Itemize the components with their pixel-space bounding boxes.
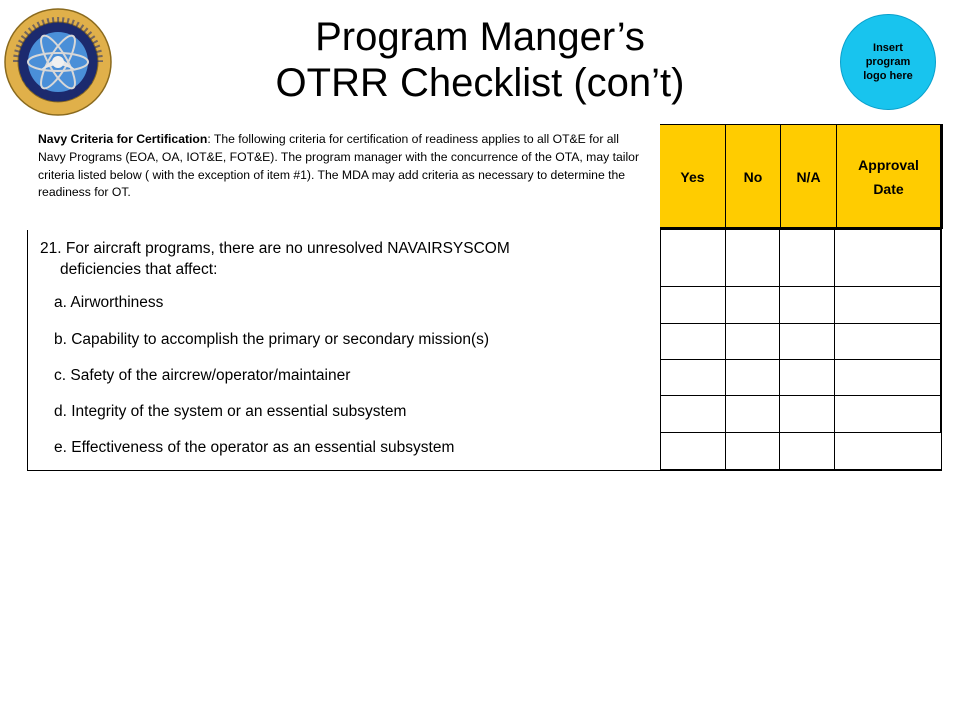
no-checkbox-a[interactable]: [726, 287, 780, 324]
checklist-column-headers: [660, 124, 943, 229]
criteria-item-c: c. Safety of the aircrew/operator/maintainer: [54, 367, 351, 384]
yes-checkbox-a[interactable]: [661, 287, 726, 324]
question-21: [40, 238, 510, 280]
na-checkbox-c[interactable]: [780, 360, 835, 396]
criteria-item-a: a. Airworthiness: [54, 294, 164, 311]
na-checkbox-b[interactable]: [780, 324, 835, 360]
na-checkbox-a[interactable]: [780, 287, 835, 324]
column-header-yes: Yes: [660, 125, 726, 230]
yes-checkbox-21[interactable]: [661, 230, 726, 287]
checklist-table: [27, 230, 942, 471]
no-checkbox-c[interactable]: [726, 360, 780, 396]
criteria-item-b: b. Capability to accomplish the primary or secondary mission(s): [54, 331, 490, 348]
criteria-label: Navy Criteria for Certification: [38, 132, 208, 146]
column-header-approval-date: [837, 125, 942, 230]
logo-placeholder-text: Insert program logo here: [863, 42, 913, 82]
no-checkbox-e[interactable]: [726, 433, 780, 470]
no-checkbox-21[interactable]: [726, 230, 780, 287]
no-checkbox-b[interactable]: [726, 324, 780, 360]
approval-date-field-b[interactable]: [835, 324, 941, 360]
column-header-na: N/A: [781, 125, 837, 230]
page-title: [180, 14, 780, 106]
approval-date-field-c[interactable]: [835, 360, 941, 396]
approval-date-field-a[interactable]: [835, 287, 941, 324]
criteria-text: : The following criteria for certification of readiness applies to all OT&E for all Navy Programs (EOA, OA, IOT&E, FOT&E). The program manager with the concurrence of the OTA, may tailor criteria listed below ( with the exception of item #1). The MDA may add criteria as necessary to determine the readiness for OT.: [38, 132, 640, 200]
column-header-no: No: [726, 125, 781, 230]
criteria-item-e: e. Effectiveness of the operator as an essential subsystem: [54, 439, 455, 456]
no-checkbox-d[interactable]: [726, 396, 780, 433]
na-checkbox-d[interactable]: [780, 396, 835, 433]
question-line-2: deficiencies that affect:: [60, 261, 218, 278]
criteria-column: [28, 230, 661, 470]
criteria-item-d: d. Integrity of the system or an essential subsystem: [54, 403, 407, 420]
date-label: Date: [873, 181, 904, 197]
yes-checkbox-b[interactable]: [661, 324, 726, 360]
approval-date-field-d[interactable]: [835, 396, 941, 433]
title-line-2: OTRR Checklist (con’t): [275, 61, 685, 105]
approval-label: Approval: [858, 157, 919, 173]
yes-checkbox-d[interactable]: [661, 396, 726, 433]
question-line-1: 21. For aircraft programs, there are no unresolved NAVAIRSYSCOM: [40, 240, 510, 257]
na-checkbox-e[interactable]: [780, 433, 835, 470]
title-line-1: Program Manger’s: [315, 15, 645, 59]
yes-checkbox-c[interactable]: [661, 360, 726, 396]
approval-date-field-e[interactable]: [835, 433, 941, 470]
program-executive-office-seal: [4, 8, 112, 116]
yes-checkbox-e[interactable]: [661, 433, 726, 470]
criteria-intro: [38, 131, 644, 202]
program-logo-placeholder: [840, 14, 936, 110]
na-checkbox-21[interactable]: [780, 230, 835, 287]
approval-date-field-21[interactable]: [835, 230, 941, 287]
